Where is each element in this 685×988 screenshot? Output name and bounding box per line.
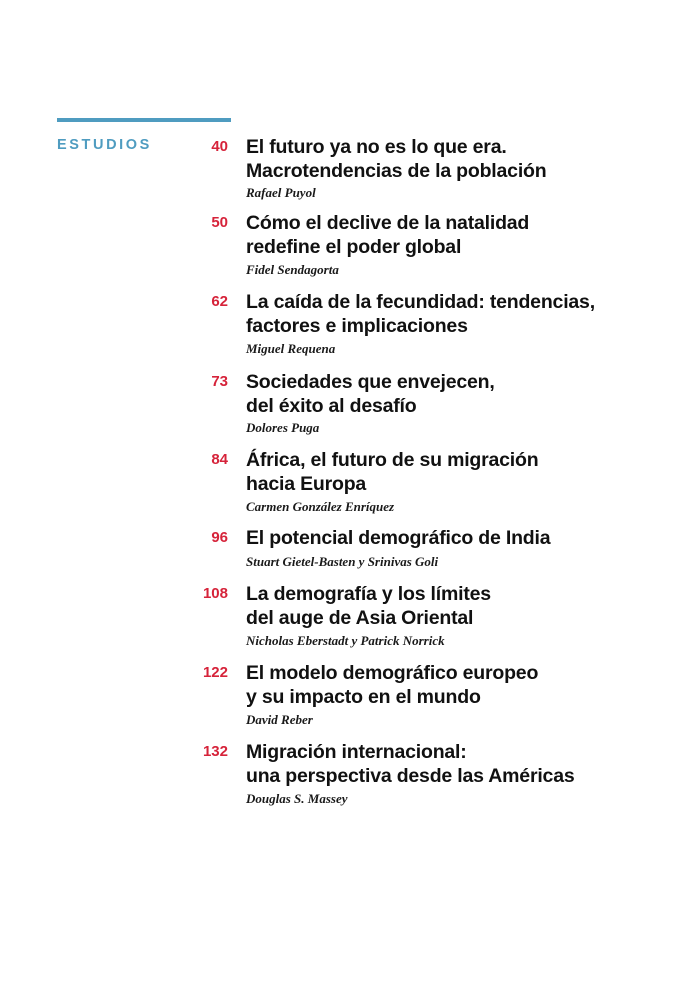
article-title[interactable] xyxy=(246,526,666,550)
article-author: Miguel Requena xyxy=(246,341,336,356)
page-number: 96 xyxy=(211,529,228,546)
title-line: del éxito al desafío xyxy=(246,395,417,417)
page-number: 73 xyxy=(211,373,228,390)
article-title[interactable] xyxy=(246,582,666,630)
page-number: 50 xyxy=(211,214,228,231)
article-title[interactable] xyxy=(246,448,666,496)
title-line: y su impacto en el mundo xyxy=(246,686,481,708)
title-line: El futuro ya no es lo que era. xyxy=(246,136,507,158)
page-number: 40 xyxy=(211,138,228,155)
title-line: La caída de la fecundidad: tendencias, xyxy=(246,291,595,313)
page-number: 108 xyxy=(202,585,228,602)
article-author: Dolores Puga xyxy=(246,420,320,435)
page-number: 84 xyxy=(211,451,228,468)
title-line: del auge de Asia Oriental xyxy=(246,607,474,629)
title-line: Macrotendencias de la población xyxy=(246,160,547,182)
page-number: 122 xyxy=(202,664,228,681)
title-line: La demografía y los límites xyxy=(246,583,491,605)
page-number: 62 xyxy=(211,293,228,310)
title-line: factores e implicaciones xyxy=(246,315,468,337)
page-number: 132 xyxy=(202,743,228,760)
article-title[interactable] xyxy=(246,370,666,418)
title-line: hacia Europa xyxy=(246,473,367,495)
title-line: Sociedades que envejecen, xyxy=(246,371,495,393)
article-title[interactable] xyxy=(246,211,666,259)
article-title[interactable] xyxy=(246,290,666,338)
title-line: Cómo el declive de la natalidad xyxy=(246,212,530,234)
article-author: Rafael Puyol xyxy=(246,185,316,200)
title-line: una perspectiva desde las Américas xyxy=(246,765,575,787)
title-line: El modelo demográfico europeo xyxy=(246,662,539,684)
article-author: Carmen González Enríquez xyxy=(246,499,395,514)
article-author: Stuart Gietel-Basten y Srinivas Goli xyxy=(246,554,439,569)
title-line: redefine el poder global xyxy=(246,236,462,258)
article-title[interactable] xyxy=(246,740,666,788)
article-author: Douglas S. Massey xyxy=(246,791,348,806)
title-line: Migración internacional: xyxy=(246,741,467,763)
title-line: África, el futuro de su migración xyxy=(246,449,539,471)
section-rule xyxy=(57,118,231,122)
article-author: Nicholas Eberstadt y Patrick Norrick xyxy=(246,633,445,648)
article-author: David Reber xyxy=(246,712,313,727)
section-label: ESTUDIOS xyxy=(57,137,152,153)
article-title[interactable] xyxy=(246,135,666,183)
title-line: El potencial demográfico de India xyxy=(246,527,551,549)
article-author: Fidel Sendagorta xyxy=(246,262,339,277)
article-title[interactable] xyxy=(246,661,666,709)
